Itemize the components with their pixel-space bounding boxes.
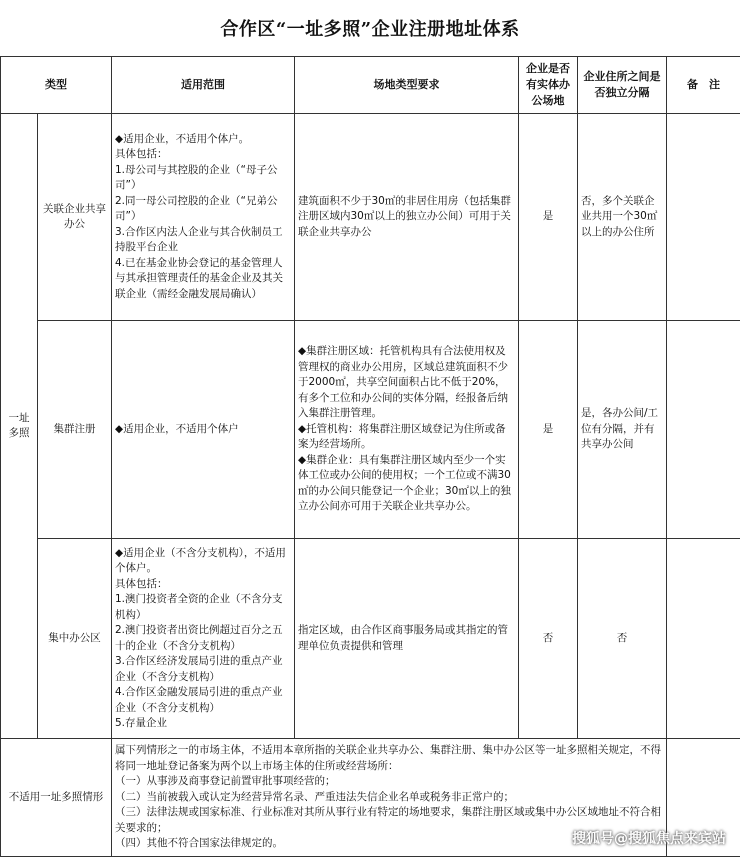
header-physical: 企业是否有实体办公场地 bbox=[519, 57, 578, 114]
row-scope: ◆适用企业，不适用个体户。 具体包括： 1.母公司与其控股的企业（“母子公司”） 2.同一母公司控股的企业（“兄弟公司”） 3.合作区内法人企业与其合伙制员工持股平台企业 4.已在基金业协会登记的基金管理人与其承担管理责任的基金企业及其关联企业（需经金融发展局确认） bbox=[112, 114, 295, 321]
header-site: 场地类型要求 bbox=[295, 57, 519, 114]
row-site: 建筑面积不少于30㎡的非居住用房（包括集群注册区域内30㎡以上的独立办公间）可用于关联企业共享办公 bbox=[295, 114, 519, 321]
row-type: 集中办公区 bbox=[38, 539, 112, 739]
header-type: 类型 bbox=[1, 57, 112, 114]
row-remark bbox=[667, 114, 740, 321]
row-type: 集群注册 bbox=[38, 321, 112, 539]
row-site: 指定区域，由合作区商事服务局或其指定的管理单位负责提供和管理 bbox=[295, 539, 519, 739]
table-row bbox=[1, 114, 740, 321]
footer-label: 不适用一址多照情形 bbox=[1, 739, 112, 857]
footer-text: 属下列情形之一的市场主体，不适用本章所指的关联企业共享办公、集群注册、集中办公区等一址多照相关规定，不得将同一地址登记备案为两个以上市场主体的住所或经营场所： （一）从事涉及商事登记前置审批事项经营的； （二）当前被载入或认定为经营异常名录、严重违法失信企业名单或税务非正常户的； （三）法律法规或国家标准、行业标准对其所从事行业有特定的场地要求，集群注册区域或集中办公区域地址不符合相关要求的； （四）其他不符合国家法律规定的。 bbox=[112, 739, 667, 857]
header-row bbox=[1, 57, 740, 114]
table-row bbox=[1, 321, 740, 539]
row-separate: 否 bbox=[578, 539, 667, 739]
row-type: 关联企业共享办公 bbox=[38, 114, 112, 321]
row-remark bbox=[667, 321, 740, 539]
row-physical: 是 bbox=[519, 321, 578, 539]
header-remark: 备 注 bbox=[667, 57, 740, 114]
row-scope: ◆适用企业（不含分支机构），不适用个体户。 具体包括： 1.澳门投资者全资的企业（不含分支机构） 2.澳门投资者出资比例超过百分之五十的企业（不含分支机构） 3.合作区经济发展局引进的重点产业企业（不含分支机构） 4.合作区金融发展局引进的重点产业企业（不含分支机构） 5.存量企业 bbox=[112, 539, 295, 739]
row-site: ◆集群注册区域：托管机构具有合法使用权及管理权的商业办公用房，区域总建筑面积不少于2000㎡，共享空间面积占比不低于20%，有多个工位和办公间的实体分隔，经报备后纳入集群注册管理。 ◆托管机构：将集群注册区域登记为住所或备案为经营场所。 ◆集群企业：具有集群注册区域内至少一个实体工位或办公间的使用权；一个工位或不满30㎡的办公间只能登记一个企业；30㎡以上的独立办公间亦可用于关联企业共享办公。 bbox=[295, 321, 519, 539]
watermark: 搜狐号@搜狐焦点来宾站 bbox=[572, 831, 726, 847]
header-separate: 企业住所之间是否独立分隔 bbox=[578, 57, 667, 114]
row-separate: 否，多个关联企业共用一个30㎡以上的办公住所 bbox=[578, 114, 667, 321]
header-scope: 适用范围 bbox=[112, 57, 295, 114]
row-physical: 否 bbox=[519, 539, 578, 739]
page-title: 合作区“一址多照”企业注册地址体系 bbox=[220, 19, 520, 40]
group-label: 一址 多照 bbox=[1, 114, 38, 739]
table-row bbox=[1, 539, 740, 739]
row-remark bbox=[667, 539, 740, 739]
row-physical: 是 bbox=[519, 114, 578, 321]
address-system-table bbox=[0, 56, 740, 857]
row-scope: ◆适用企业，不适用个体户 bbox=[112, 321, 295, 539]
row-separate: 是，各办公间/工位有分隔，并有共享办公间 bbox=[578, 321, 667, 539]
